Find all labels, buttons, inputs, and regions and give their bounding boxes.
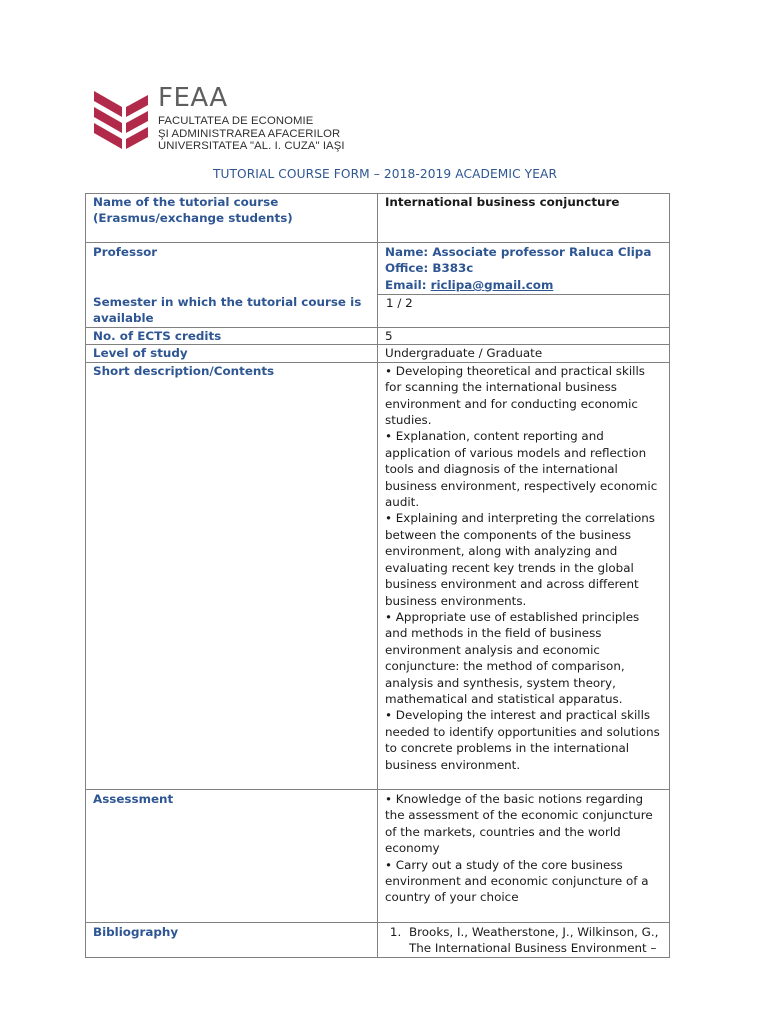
professor-office: Office: B383c xyxy=(385,261,474,276)
bibliography-item: 1. Brooks, I., Weatherstone, J., Wilkinson, G., The International Business Environment – xyxy=(405,924,662,957)
ects-value: 5 xyxy=(378,328,670,345)
row-label-level: Level of study xyxy=(86,345,378,362)
course-name-value: International business conjuncture xyxy=(378,194,670,243)
row-label-assessment: Assessment xyxy=(86,789,378,922)
professor-name: Name: Associate professor Raluca Clipa xyxy=(385,245,652,259)
logo-text xyxy=(158,85,345,153)
professor-email-link[interactable]: riclipa@gmail.com xyxy=(430,277,554,292)
table-row xyxy=(86,294,670,328)
row-label-professor: Professor xyxy=(86,243,378,295)
row-label-ects: No. of ECTS credits xyxy=(86,328,378,345)
description-cell xyxy=(378,362,670,789)
course-form-table xyxy=(85,193,670,958)
bibliography-list xyxy=(385,924,662,957)
logo-faculty-line-1: FACULTATEA DE ECONOMIE xyxy=(158,115,314,127)
professor-email-line xyxy=(385,277,662,293)
row-label-bibliography: Bibliography xyxy=(86,922,378,957)
semester-value: 1 / 2 xyxy=(378,294,670,328)
description-item: • Explanation, content reporting and application of various models and reflection tools and diagnosis of the international business environment, respectively economic audit. xyxy=(385,429,658,510)
description-item: • Appropriate use of established principles and methods in the field of business environment analysis and economic conjuncture: the method of comparison, analysis and synthesis, system theory, mathematical and statistical apparatus. xyxy=(385,609,640,706)
feaa-logo-mark xyxy=(92,87,150,151)
faculty-logo xyxy=(92,85,352,155)
row-label-semester: Semester in which the tutorial course is available xyxy=(86,294,378,328)
email-prefix: Email: xyxy=(385,277,431,292)
logo-faculty-line-2: ŞI ADMINISTRAREA AFACERILOR xyxy=(158,127,341,140)
table-row xyxy=(86,345,670,362)
row-label-course-name: Name of the tutorial course (Erasmus/exchange students) xyxy=(86,194,378,243)
assessment-item: • Carry out a study of the core business environment and economic conjuncture of a country of your choice xyxy=(385,857,649,905)
row-label-description: Short description/Contents xyxy=(86,362,378,789)
level-value: Undergraduate / Graduate xyxy=(378,345,670,362)
professor-cell xyxy=(378,243,670,295)
bibliography-cell xyxy=(378,922,670,957)
description-item: • Developing the interest and practical skills needed to identify opportunities and solutions to concrete problems in the international business environment. xyxy=(385,708,660,772)
table-row xyxy=(86,362,670,789)
table-row xyxy=(86,243,670,295)
logo-acronym: FEAA xyxy=(158,83,228,113)
table-row xyxy=(86,922,670,957)
form-title: TUTORIAL COURSE FORM – 2018-2019 ACADEMIC YEAR xyxy=(212,167,558,181)
table-row xyxy=(86,789,670,922)
assessment-cell xyxy=(378,789,670,922)
table-row xyxy=(86,194,670,243)
logo-university-line: UNIVERSITATEA "AL. I. CUZA" IAŞI xyxy=(158,140,345,152)
assessment-item: • Knowledge of the basic notions regarding the assessment of the economic conjuncture of the markets, countries and the world economy xyxy=(385,791,653,856)
description-item: • Explaining and interpreting the correlations between the components of the business environment, along with analyzing and evaluating recent key trends in the global business environment and across different business environments. xyxy=(385,511,655,608)
table-row xyxy=(86,328,670,345)
description-item: • Developing theoretical and practical skills for scanning the international business environment and for conducting economic studies. xyxy=(385,363,645,428)
